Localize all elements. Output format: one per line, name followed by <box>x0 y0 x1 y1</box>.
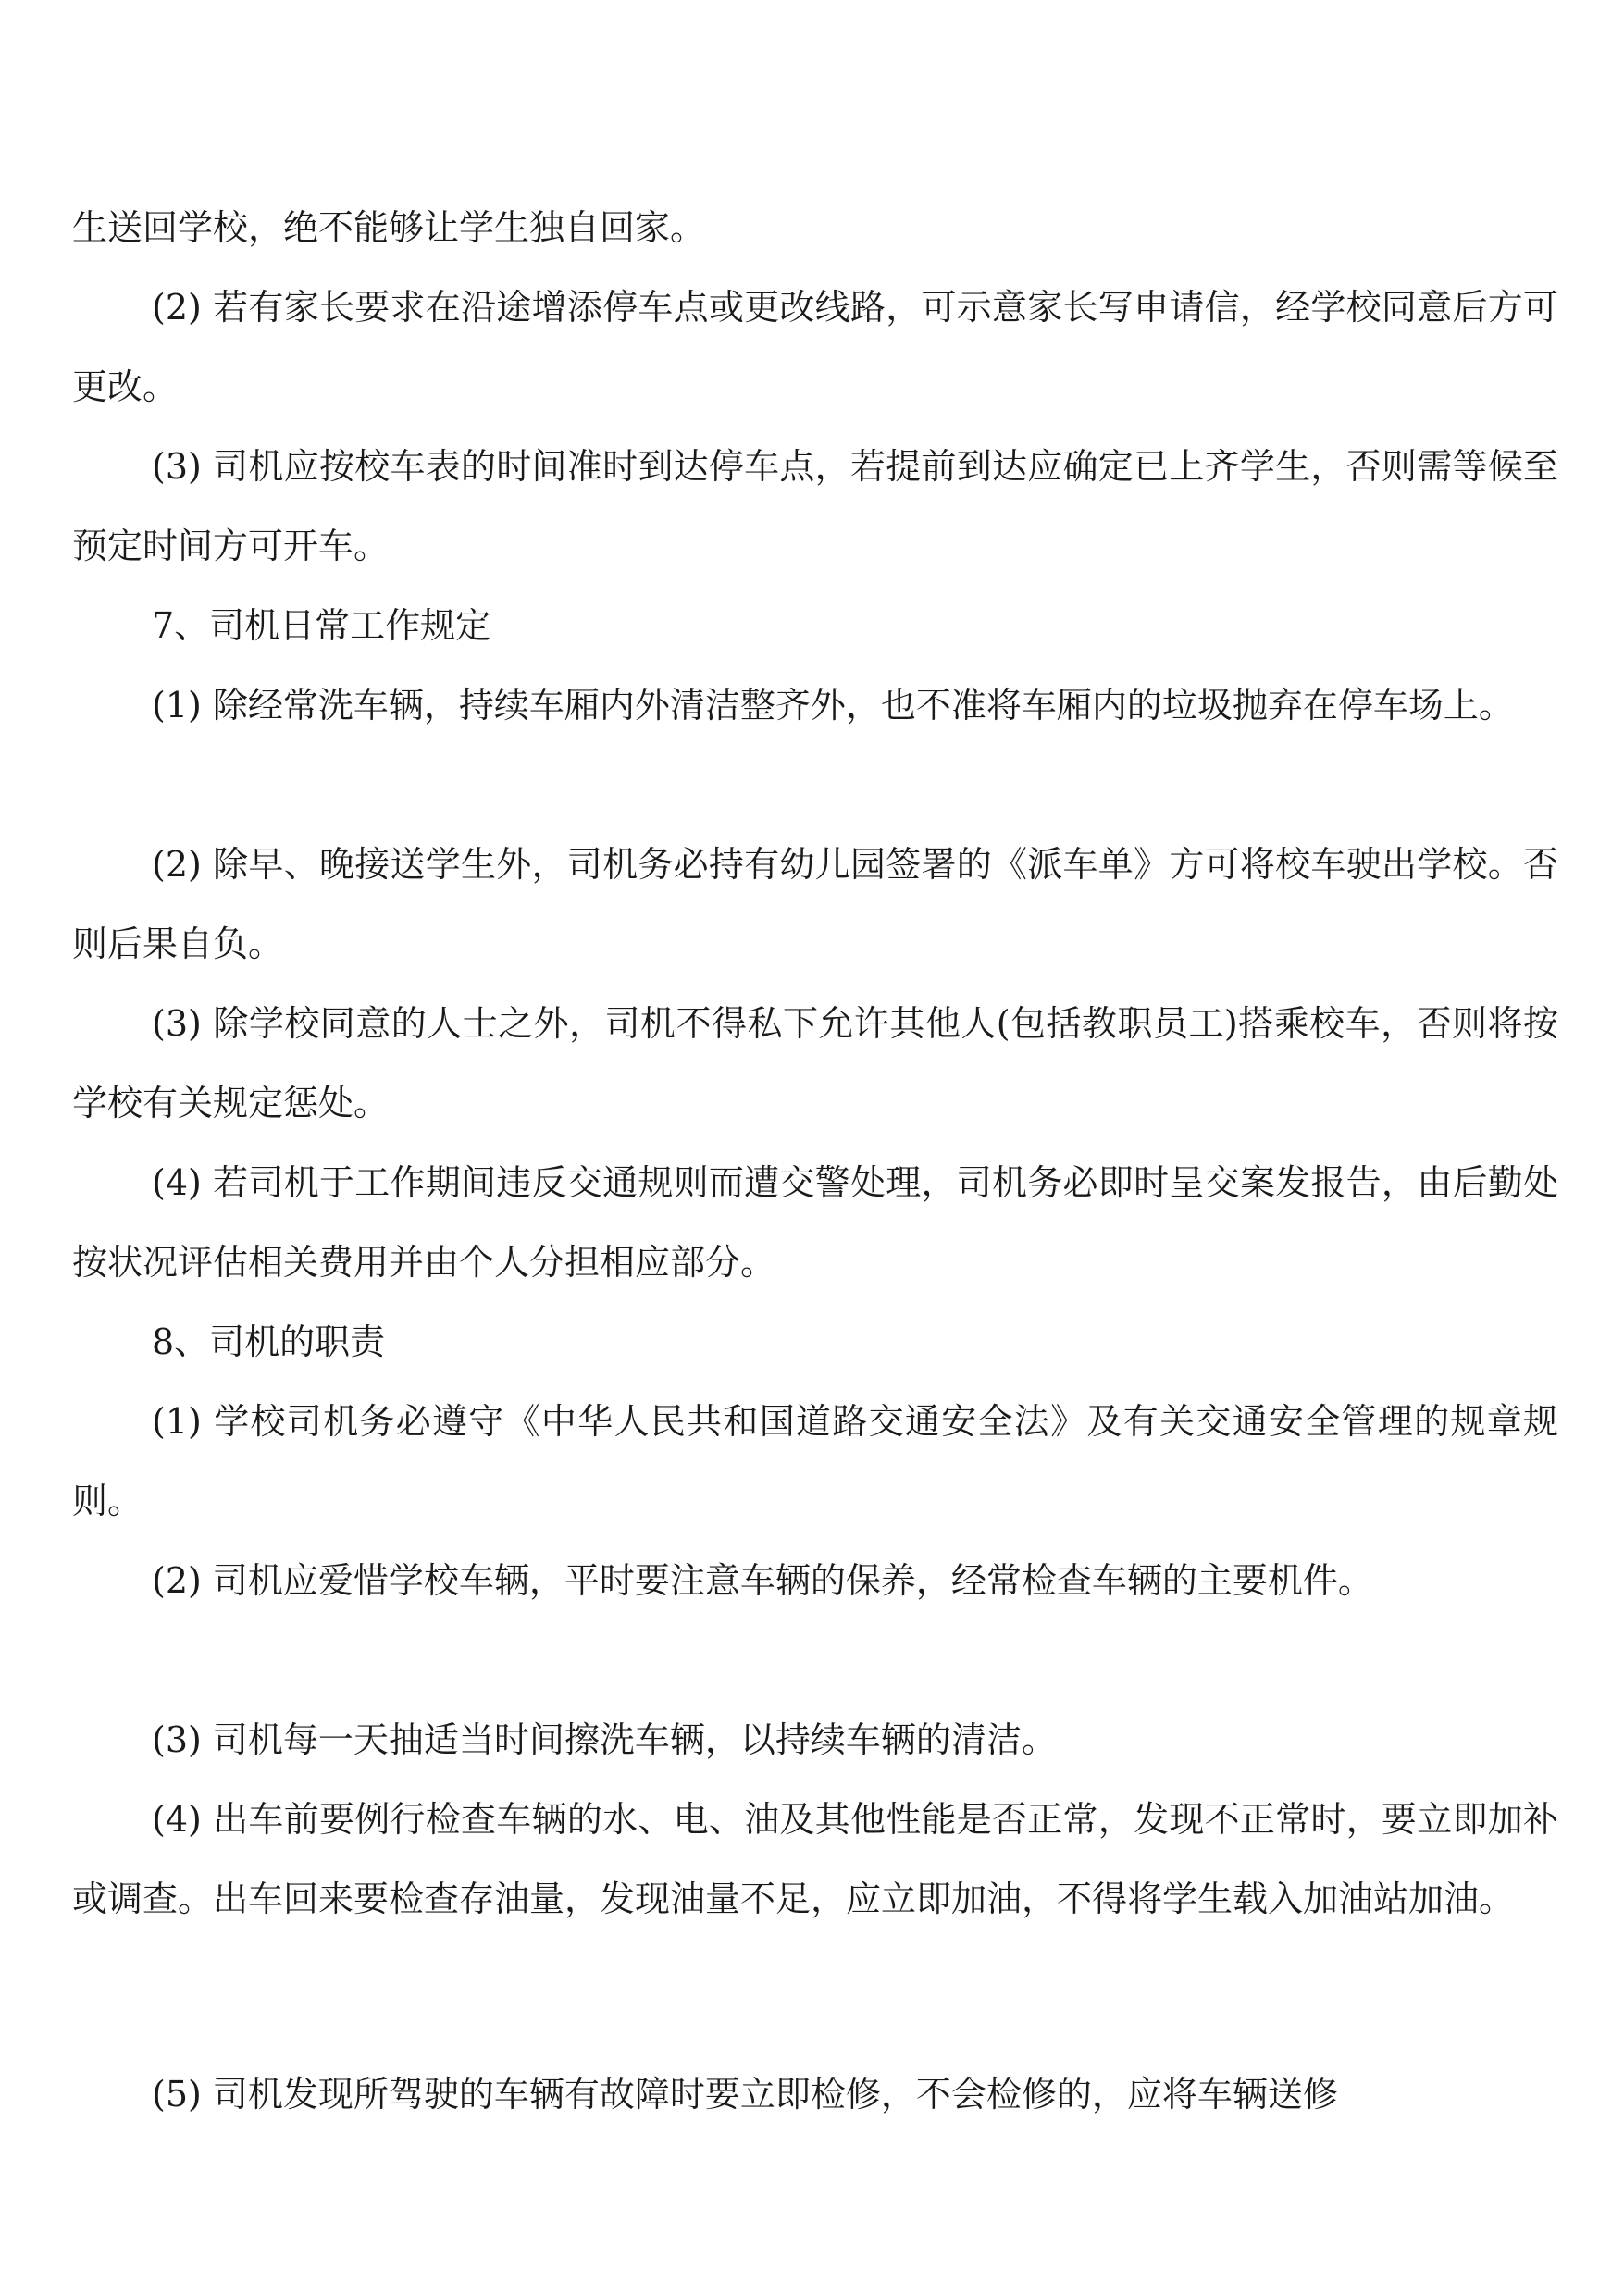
paragraph-rule-4-traffic-violation: (4) 若司机于工作期间违反交通规则而遭交警处理，司机务必即时呈交案发报告，由后勤处按状况评估相关费用并由个人分担相应部分。 <box>72 1162 1558 1283</box>
paragraph-item-2-parents-request: (2) 若有家长要求在沿途增添停车点或更改线路，可示意家长写申请信，经学校同意后方可更改。 <box>72 287 1558 407</box>
paragraph-duty-3-washing: (3) 司机每一天抽适当时间擦洗车辆，以持续车辆的清洁。 <box>152 1719 1057 1760</box>
paragraph-duty-2-maintenance: (2) 司机应爱惜学校车辆，平时要注意车辆的保养，经常检查车辆的主要机件。 <box>152 1560 1373 1601</box>
paragraph-item-3-timetable: (3) 司机应按校车表的时间准时到达停车点，若提前到达应确定已上齐学生，否则需等候至预定时间方可开车。 <box>72 446 1558 566</box>
paragraph-rule-2-dispatch: (2) 除早、晚接送学生外，司机务必持有幼儿园签署的《派车单》方可将校车驶出学校。否则后果自负。 <box>72 844 1558 964</box>
paragraph-duty-1-traffic-law: (1) 学校司机务必遵守《中华人民共和国道路交通安全法》及有关交通安全管理的规章规则。 <box>72 1401 1558 1521</box>
paragraph-rule-3-passengers: (3) 除学校同意的人士之外，司机不得私下允许其他人(包括教职员工)搭乘校车，否则将按学校有关规定惩处。 <box>72 1003 1558 1123</box>
paragraph-continuation: 生送回学校，绝不能够让学生独自回家。 <box>72 207 706 248</box>
paragraph-rule-1-cleaning: (1) 除经常洗车辆，持续车厢内外清洁整齐外，也不准将车厢内的垃圾抛弃在停车场上。 <box>152 685 1514 726</box>
section-heading-7: 7、司机日常工作规定 <box>152 605 491 646</box>
section-heading-8: 8、司机的职责 <box>152 1321 386 1362</box>
paragraph-duty-4-inspection: (4) 出车前要例行检查车辆的水、电、油及其他性能是否正常，发现不正常时，要立即加补或调查。出车回来要检查存油量，发现油量不足，应立即加油，不得将学生载入加油站加油。 <box>72 1799 1558 1919</box>
paragraph-duty-5-repair: (5) 司机发现所驾驶的车辆有故障时要立即检修，不会检修的，应将车辆送修 <box>152 2074 1338 2115</box>
